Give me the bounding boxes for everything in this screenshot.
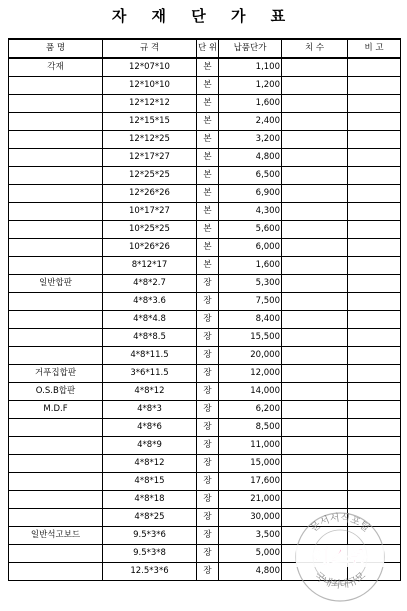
cell-name xyxy=(9,473,103,491)
cell-note xyxy=(348,203,401,221)
table-row xyxy=(9,455,401,473)
cell-note xyxy=(348,113,401,131)
cell-price: 5,600 xyxy=(219,221,282,239)
header-note: 비 고 xyxy=(348,39,401,58)
table-row xyxy=(9,365,401,383)
cell-price: 30,000 xyxy=(219,509,282,527)
table-row xyxy=(9,58,401,77)
cell-note xyxy=(348,455,401,473)
cell-size xyxy=(282,58,348,77)
cell-price: 4,800 xyxy=(219,149,282,167)
cell-unit: 본 xyxy=(197,239,219,257)
cell-unit: 장 xyxy=(197,563,219,581)
cell-note xyxy=(348,311,401,329)
header-spec: 규 격 xyxy=(103,39,197,58)
cell-spec: 9.5*3*8 xyxy=(103,545,197,563)
cell-name xyxy=(9,329,103,347)
cell-spec: 12*17*27 xyxy=(103,149,197,167)
cell-size xyxy=(282,203,348,221)
cell-unit: 본 xyxy=(197,203,219,221)
stamp-top-text: 문서서식포털 xyxy=(308,512,372,535)
table-row xyxy=(9,383,401,401)
cell-name xyxy=(9,563,103,581)
cell-name: 각재 xyxy=(9,58,103,77)
cell-spec: 4*8*12 xyxy=(103,455,197,473)
cell-unit: 장 xyxy=(197,275,219,293)
table-row xyxy=(9,167,401,185)
cell-size xyxy=(282,275,348,293)
cell-size xyxy=(282,347,348,365)
cell-name: M.D.F xyxy=(9,401,103,419)
cell-name xyxy=(9,95,103,113)
cell-price: 5,000 xyxy=(219,545,282,563)
cell-price: 3,500 xyxy=(219,527,282,545)
cell-size xyxy=(282,293,348,311)
cell-note xyxy=(348,437,401,455)
table-row xyxy=(9,347,401,365)
cell-size xyxy=(282,95,348,113)
cell-unit: 본 xyxy=(197,185,219,203)
cell-size xyxy=(282,365,348,383)
cell-name: 일반합판 xyxy=(9,275,103,293)
cell-price: 14,000 xyxy=(219,383,282,401)
cell-name xyxy=(9,455,103,473)
cell-name: O.S.B합판 xyxy=(9,383,103,401)
cell-note xyxy=(348,149,401,167)
cell-spec: 10*17*27 xyxy=(103,203,197,221)
header-size: 치 수 xyxy=(282,39,348,58)
cell-price: 1,600 xyxy=(219,257,282,275)
cell-name xyxy=(9,131,103,149)
cell-name xyxy=(9,221,103,239)
cell-note xyxy=(348,257,401,275)
cell-name xyxy=(9,311,103,329)
cell-name xyxy=(9,419,103,437)
cell-note xyxy=(348,365,401,383)
table-row xyxy=(9,275,401,293)
cell-note xyxy=(348,275,401,293)
page-title: 자 재 단 가 표 xyxy=(111,7,296,25)
cell-unit: 본 xyxy=(197,95,219,113)
cell-size xyxy=(282,185,348,203)
cell-spec: 4*8*11.5 xyxy=(103,347,197,365)
cell-spec: 4*8*3.6 xyxy=(103,293,197,311)
cell-price: 15,000 xyxy=(219,455,282,473)
cell-size xyxy=(282,167,348,185)
cell-size xyxy=(282,455,348,473)
cell-spec: 4*8*15 xyxy=(103,473,197,491)
table-row xyxy=(9,149,401,167)
cell-price: 12,000 xyxy=(219,365,282,383)
table-row xyxy=(9,221,401,239)
cell-spec: 4*8*25 xyxy=(103,509,197,527)
cell-note xyxy=(348,239,401,257)
cell-size xyxy=(282,257,348,275)
cell-price: 8,400 xyxy=(219,311,282,329)
cell-name xyxy=(9,545,103,563)
cell-spec: 12*07*10 xyxy=(103,58,197,77)
cell-size xyxy=(282,311,348,329)
cell-name xyxy=(9,167,103,185)
cell-price: 17,600 xyxy=(219,473,282,491)
table-row xyxy=(9,293,401,311)
table-row xyxy=(9,131,401,149)
svg-text:국내최대규모 xyxy=(312,570,368,591)
cell-size xyxy=(282,437,348,455)
cell-note xyxy=(348,95,401,113)
cell-size xyxy=(282,77,348,95)
cell-unit: 본 xyxy=(197,77,219,95)
cell-unit: 본 xyxy=(197,149,219,167)
cell-price: 1,200 xyxy=(219,77,282,95)
cell-price: 6,200 xyxy=(219,401,282,419)
cell-price: 6,500 xyxy=(219,167,282,185)
cell-spec: 4*8*8.5 xyxy=(103,329,197,347)
cell-unit: 본 xyxy=(197,113,219,131)
table-row xyxy=(9,419,401,437)
cell-unit: 본 xyxy=(197,131,219,149)
cell-name: 일반석고보드 xyxy=(9,527,103,545)
cell-size xyxy=(282,149,348,167)
header-unit: 단 위 xyxy=(197,39,219,58)
cell-note xyxy=(348,473,401,491)
cell-size xyxy=(282,113,348,131)
stamp-bottom-text: 국내최대규모 xyxy=(311,570,369,591)
cell-unit: 장 xyxy=(197,491,219,509)
cell-name xyxy=(9,293,103,311)
cell-size xyxy=(282,383,348,401)
cell-unit: 본 xyxy=(197,221,219,239)
cell-unit: 장 xyxy=(197,365,219,383)
cell-spec: 12*12*12 xyxy=(103,95,197,113)
table-row xyxy=(9,311,401,329)
cell-note xyxy=(348,58,401,77)
cell-name xyxy=(9,203,103,221)
cell-spec: 12.5*3*6 xyxy=(103,563,197,581)
cell-price: 2,400 xyxy=(219,113,282,131)
cell-name xyxy=(9,257,103,275)
cell-price: 11,000 xyxy=(219,437,282,455)
cell-unit: 장 xyxy=(197,545,219,563)
table-header-row xyxy=(9,39,401,58)
cell-unit: 장 xyxy=(197,509,219,527)
cell-unit: 장 xyxy=(197,329,219,347)
cell-unit: 장 xyxy=(197,437,219,455)
cell-unit: 장 xyxy=(197,527,219,545)
cell-note xyxy=(348,221,401,239)
cell-price: 1,100 xyxy=(219,58,282,77)
price-table xyxy=(8,38,401,581)
cell-spec: 4*8*2.7 xyxy=(103,275,197,293)
cell-price: 3,200 xyxy=(219,131,282,149)
cell-size xyxy=(282,239,348,257)
cell-size xyxy=(282,329,348,347)
cell-spec: 12*25*25 xyxy=(103,167,197,185)
table-row xyxy=(9,113,401,131)
cell-price: 15,500 xyxy=(219,329,282,347)
cell-unit: 장 xyxy=(197,293,219,311)
cell-note xyxy=(348,347,401,365)
cell-price: 4,300 xyxy=(219,203,282,221)
cell-unit: 장 xyxy=(197,401,219,419)
cell-note xyxy=(348,167,401,185)
cell-unit: 장 xyxy=(197,455,219,473)
cell-name xyxy=(9,113,103,131)
cell-price: 6,000 xyxy=(219,239,282,257)
cell-name xyxy=(9,491,103,509)
cell-spec: 4*8*9 xyxy=(103,437,197,455)
cell-name xyxy=(9,509,103,527)
table-row xyxy=(9,185,401,203)
cell-price: 4,800 xyxy=(219,563,282,581)
cell-name: 거푸집합판 xyxy=(9,365,103,383)
table-row xyxy=(9,473,401,491)
svg-text:문서서식포털 xyxy=(308,511,372,534)
cell-unit: 장 xyxy=(197,311,219,329)
cell-note xyxy=(348,77,401,95)
cell-size xyxy=(282,419,348,437)
cell-note xyxy=(348,293,401,311)
table-row xyxy=(9,257,401,275)
stamp-center-text: 예스폼 xyxy=(312,546,368,568)
cell-unit: 본 xyxy=(197,257,219,275)
cell-price: 7,500 xyxy=(219,293,282,311)
cell-spec: 12*26*26 xyxy=(103,185,197,203)
cell-spec: 10*26*26 xyxy=(103,239,197,257)
cell-name xyxy=(9,77,103,95)
cell-note xyxy=(348,329,401,347)
cell-unit: 본 xyxy=(197,58,219,77)
cell-spec: 4*8*18 xyxy=(103,491,197,509)
cell-spec: 12*15*15 xyxy=(103,113,197,131)
cell-spec: 3*6*11.5 xyxy=(103,365,197,383)
yesform-stamp xyxy=(290,505,390,605)
cell-spec: 12*10*10 xyxy=(103,77,197,95)
cell-unit: 장 xyxy=(197,473,219,491)
cell-size xyxy=(282,473,348,491)
cell-name xyxy=(9,437,103,455)
table-row xyxy=(9,203,401,221)
cell-spec: 8*12*17 xyxy=(103,257,197,275)
cell-size xyxy=(282,131,348,149)
cell-spec: 4*8*12 xyxy=(103,383,197,401)
header-name: 품 명 xyxy=(9,39,103,58)
cell-note xyxy=(348,383,401,401)
cell-note xyxy=(348,419,401,437)
cell-unit: 장 xyxy=(197,383,219,401)
cell-spec: 9.5*3*6 xyxy=(103,527,197,545)
cell-name xyxy=(9,149,103,167)
cell-spec: 10*25*25 xyxy=(103,221,197,239)
cell-note xyxy=(348,131,401,149)
table-row xyxy=(9,77,401,95)
cell-name xyxy=(9,185,103,203)
cell-note xyxy=(348,185,401,203)
cell-price: 21,000 xyxy=(219,491,282,509)
table-row xyxy=(9,437,401,455)
cell-price: 5,300 xyxy=(219,275,282,293)
cell-price: 6,900 xyxy=(219,185,282,203)
cell-spec: 4*8*4.8 xyxy=(103,311,197,329)
cell-size xyxy=(282,401,348,419)
cell-spec: 12*12*25 xyxy=(103,131,197,149)
cell-name xyxy=(9,347,103,365)
table-row xyxy=(9,401,401,419)
table-row xyxy=(9,239,401,257)
cell-spec: 4*8*6 xyxy=(103,419,197,437)
cell-unit: 본 xyxy=(197,167,219,185)
cell-name xyxy=(9,239,103,257)
cell-size xyxy=(282,221,348,239)
cell-spec: 4*8*3 xyxy=(103,401,197,419)
cell-price: 1,600 xyxy=(219,95,282,113)
cell-unit: 장 xyxy=(197,347,219,365)
header-price: 납품단가 xyxy=(219,39,282,58)
table-row xyxy=(9,95,401,113)
cell-price: 8,500 xyxy=(219,419,282,437)
cell-note xyxy=(348,401,401,419)
cell-price: 20,000 xyxy=(219,347,282,365)
cell-unit: 장 xyxy=(197,419,219,437)
table-row xyxy=(9,329,401,347)
